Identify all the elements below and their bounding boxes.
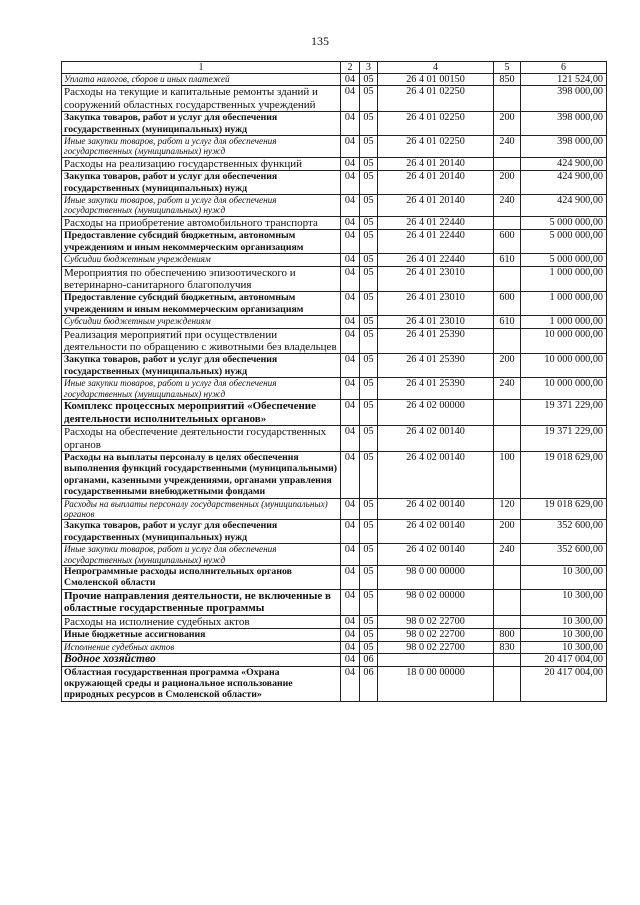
table-row <box>62 112 607 136</box>
target-article-cell: 26 4 01 23010 <box>378 316 494 328</box>
target-article-cell: 26 4 01 23010 <box>378 266 494 292</box>
amount-cell: 398 000,00 <box>521 136 607 158</box>
item-name-cell: Областная государственная программа «Охрана окружающей среды и рациональное использование природных ресурсов в Смоленской области» <box>62 666 341 701</box>
target-article-cell: 26 4 01 22440 <box>378 216 494 229</box>
subsection-code-cell: 05 <box>360 354 378 378</box>
table-row <box>62 74 607 86</box>
amount-cell: 10 300,00 <box>521 629 607 641</box>
amount-cell: 1 000 000,00 <box>521 266 607 292</box>
item-name-cell: Иные бюджетные ассигнования <box>62 629 341 641</box>
amount-cell: 10 000 000,00 <box>521 328 607 354</box>
subsection-code-cell: 05 <box>360 136 378 158</box>
item-name-cell: Расходы на текущие и капитальные ремонты зданий и сооружений областных государственных учреждений <box>62 86 341 112</box>
target-article-cell: 18 0 00 00000 <box>378 666 494 701</box>
item-name-cell: Иные закупки товаров, работ и услуг для обеспечения государственных (муниципальных) нужд <box>62 136 341 158</box>
target-article-cell: 26 4 02 00140 <box>378 498 494 520</box>
amount-cell: 19 371 229,00 <box>521 426 607 452</box>
section-code-cell: 04 <box>341 74 360 86</box>
target-article-cell: 26 4 01 25390 <box>378 354 494 378</box>
expense-type-cell: 240 <box>494 195 521 217</box>
table-row <box>62 328 607 354</box>
item-name-cell: Непрограммные расходы исполнительных органов Смоленской области <box>62 566 341 590</box>
section-code-cell: 04 <box>341 136 360 158</box>
amount-cell: 19 371 229,00 <box>521 399 607 425</box>
table-row <box>62 629 607 641</box>
amount-cell: 424 900,00 <box>521 195 607 217</box>
item-name-cell: Закупка товаров, работ и услуг для обеспечения государственных (муниципальных) нужд <box>62 520 341 544</box>
table-row <box>62 641 607 653</box>
item-name-cell: Закупка товаров, работ и услуг для обеспечения государственных (муниципальных) нужд <box>62 354 341 378</box>
target-article-cell: 98 0 02 22700 <box>378 616 494 629</box>
table-row <box>62 654 607 666</box>
item-name-cell: Закупка товаров, работ и услуг для обеспечения государственных (муниципальных) нужд <box>62 171 341 195</box>
subsection-code-cell: 05 <box>360 74 378 86</box>
expense-type-cell <box>494 86 521 112</box>
subsection-code-cell: 05 <box>360 378 378 400</box>
item-name-cell: Закупка товаров, работ и услуг для обеспечения государственных (муниципальных) нужд <box>62 112 341 136</box>
section-code-cell: 04 <box>341 157 360 170</box>
expense-type-cell: 200 <box>494 112 521 136</box>
table-row <box>62 544 607 566</box>
table-row <box>62 566 607 590</box>
item-name-cell: Субсидии бюджетным учреждениям <box>62 316 341 328</box>
amount-cell: 121 524,00 <box>521 74 607 86</box>
amount-cell: 398 000,00 <box>521 112 607 136</box>
subsection-code-cell: 05 <box>360 629 378 641</box>
amount-cell: 10 300,00 <box>521 589 607 615</box>
subsection-code-cell: 05 <box>360 544 378 566</box>
item-name-cell: Водное хозяйство <box>62 654 341 666</box>
amount-cell: 424 900,00 <box>521 157 607 170</box>
table-row <box>62 399 607 425</box>
expense-type-cell: 120 <box>494 498 521 520</box>
expense-type-cell <box>494 589 521 615</box>
subsection-code-cell: 05 <box>360 112 378 136</box>
item-name-cell: Мероприятия по обеспечению эпизоотического и ветеринарно-санитарного благополучия <box>62 266 341 292</box>
table-row <box>62 86 607 112</box>
target-article-cell: 26 4 01 20140 <box>378 195 494 217</box>
amount-cell: 398 000,00 <box>521 86 607 112</box>
expense-type-cell <box>494 266 521 292</box>
section-code-cell: 04 <box>341 589 360 615</box>
header-cell-1: 1 <box>62 62 341 74</box>
header-cell-4: 4 <box>378 62 494 74</box>
expense-type-cell <box>494 566 521 590</box>
table-row <box>62 171 607 195</box>
expense-type-cell <box>494 216 521 229</box>
amount-cell: 424 900,00 <box>521 171 607 195</box>
item-name-cell: Иные закупки товаров, работ и услуг для обеспечения государственных (муниципальных) нужд <box>62 195 341 217</box>
expense-type-cell: 240 <box>494 378 521 400</box>
section-code-cell: 04 <box>341 616 360 629</box>
section-code-cell: 04 <box>341 328 360 354</box>
table-row <box>62 195 607 217</box>
target-article-cell: 26 4 01 02250 <box>378 112 494 136</box>
subsection-code-cell: 05 <box>360 254 378 266</box>
item-name-cell: Расходы на исполнение судебных актов <box>62 616 341 629</box>
section-code-cell: 04 <box>341 641 360 653</box>
subsection-code-cell: 05 <box>360 498 378 520</box>
section-code-cell: 04 <box>341 195 360 217</box>
subsection-code-cell: 05 <box>360 195 378 217</box>
amount-cell: 352 600,00 <box>521 520 607 544</box>
expense-type-cell: 610 <box>494 316 521 328</box>
item-name-cell: Иные закупки товаров, работ и услуг для обеспечения государственных (муниципальных) нужд <box>62 544 341 566</box>
target-article-cell: 98 0 02 22700 <box>378 641 494 653</box>
amount-cell: 5 000 000,00 <box>521 230 607 254</box>
table-row <box>62 254 607 266</box>
item-name-cell: Расходы на выплаты персоналу в целях обеспечения выполнения функций государственными (муниципальными) органами, казенными учреждениями, органами управления государственными внебюджетными фондами <box>62 451 341 498</box>
subsection-code-cell: 05 <box>360 216 378 229</box>
target-article-cell: 26 4 02 00140 <box>378 426 494 452</box>
amount-cell: 1 000 000,00 <box>521 292 607 316</box>
header-cell-2: 2 <box>341 62 360 74</box>
section-code-cell: 04 <box>341 666 360 701</box>
subsection-code-cell: 06 <box>360 654 378 666</box>
expense-type-cell: 200 <box>494 520 521 544</box>
section-code-cell: 04 <box>341 216 360 229</box>
subsection-code-cell: 05 <box>360 316 378 328</box>
target-article-cell: 26 4 01 02250 <box>378 136 494 158</box>
expense-type-cell: 200 <box>494 354 521 378</box>
section-code-cell: 04 <box>341 378 360 400</box>
target-article-cell: 26 4 01 23010 <box>378 292 494 316</box>
expense-type-cell: 600 <box>494 230 521 254</box>
item-name-cell: Уплата налогов, сборов и иных платежей <box>62 74 341 86</box>
subsection-code-cell: 05 <box>360 641 378 653</box>
item-name-cell: Реализация мероприятий при осуществлении деятельности по обращению с животными без владельцев <box>62 328 341 354</box>
table-row <box>62 589 607 615</box>
subsection-code-cell: 05 <box>360 399 378 425</box>
section-code-cell: 04 <box>341 544 360 566</box>
target-article-cell: 26 4 01 22440 <box>378 254 494 266</box>
table-row <box>62 354 607 378</box>
target-article-cell: 26 4 01 20140 <box>378 171 494 195</box>
expense-type-cell <box>494 666 521 701</box>
amount-cell: 10 000 000,00 <box>521 354 607 378</box>
section-code-cell: 04 <box>341 654 360 666</box>
item-name-cell: Иные закупки товаров, работ и услуг для обеспечения государственных (муниципальных) нужд <box>62 378 341 400</box>
section-code-cell: 04 <box>341 292 360 316</box>
section-code-cell: 04 <box>341 254 360 266</box>
target-article-cell: 26 4 01 22440 <box>378 230 494 254</box>
table-row <box>62 230 607 254</box>
item-name-cell: Расходы на реализацию государственных функций <box>62 157 341 170</box>
section-code-cell: 04 <box>341 451 360 498</box>
subsection-code-cell: 05 <box>360 230 378 254</box>
amount-cell: 10 300,00 <box>521 616 607 629</box>
target-article-cell: 26 4 02 00140 <box>378 451 494 498</box>
subsection-code-cell: 05 <box>360 86 378 112</box>
item-name-cell: Расходы на выплаты персоналу государственных (муниципальных) органов <box>62 498 341 520</box>
amount-cell: 5 000 000,00 <box>521 216 607 229</box>
expense-type-cell: 100 <box>494 451 521 498</box>
expense-type-cell: 240 <box>494 136 521 158</box>
table-row <box>62 378 607 400</box>
table-row <box>62 666 607 701</box>
amount-cell: 1 000 000,00 <box>521 316 607 328</box>
header-cell-6: 6 <box>521 62 607 74</box>
item-name-cell: Предоставление субсидий бюджетным, автономным учреждениям и иным некоммерческим организациям <box>62 292 341 316</box>
table-row <box>62 292 607 316</box>
target-article-cell: 26 4 01 20140 <box>378 157 494 170</box>
amount-cell: 19 018 629,00 <box>521 498 607 520</box>
subsection-code-cell: 05 <box>360 616 378 629</box>
table-row <box>62 216 607 229</box>
table-row <box>62 616 607 629</box>
header-cell-3: 3 <box>360 62 378 74</box>
target-article-cell: 26 4 01 25390 <box>378 328 494 354</box>
expense-type-cell <box>494 616 521 629</box>
section-code-cell: 04 <box>341 316 360 328</box>
item-name-cell: Прочие направления деятельности, не включенные в областные государственные программы <box>62 589 341 615</box>
target-article-cell: 26 4 01 02250 <box>378 86 494 112</box>
target-article-cell: 98 0 00 00000 <box>378 566 494 590</box>
table-row <box>62 520 607 544</box>
table-row <box>62 498 607 520</box>
expense-type-cell <box>494 328 521 354</box>
expense-type-cell: 800 <box>494 629 521 641</box>
section-code-cell: 04 <box>341 426 360 452</box>
section-code-cell: 04 <box>341 171 360 195</box>
item-name-cell: Предоставление субсидий бюджетным, автономным учреждениям и иным некоммерческим организациям <box>62 230 341 254</box>
section-code-cell: 04 <box>341 112 360 136</box>
expense-type-cell <box>494 157 521 170</box>
subsection-code-cell: 05 <box>360 328 378 354</box>
item-name-cell: Субсидии бюджетным учреждениям <box>62 254 341 266</box>
expense-type-cell: 240 <box>494 544 521 566</box>
amount-cell: 19 018 629,00 <box>521 451 607 498</box>
section-code-cell: 04 <box>341 354 360 378</box>
section-code-cell: 04 <box>341 520 360 544</box>
expense-type-cell: 830 <box>494 641 521 653</box>
table-row <box>62 426 607 452</box>
budget-table <box>61 61 607 702</box>
section-code-cell: 04 <box>341 399 360 425</box>
table-row <box>62 266 607 292</box>
section-code-cell: 04 <box>341 86 360 112</box>
expense-type-cell <box>494 399 521 425</box>
table-row <box>62 157 607 170</box>
subsection-code-cell: 05 <box>360 171 378 195</box>
section-code-cell: 04 <box>341 629 360 641</box>
header-cell-5: 5 <box>494 62 521 74</box>
table-row <box>62 136 607 158</box>
subsection-code-cell: 05 <box>360 451 378 498</box>
section-code-cell: 04 <box>341 230 360 254</box>
amount-cell: 5 000 000,00 <box>521 254 607 266</box>
target-article-cell <box>378 654 494 666</box>
item-name-cell: Исполнение судебных актов <box>62 641 341 653</box>
expense-type-cell: 200 <box>494 171 521 195</box>
expense-type-cell: 610 <box>494 254 521 266</box>
target-article-cell: 26 4 02 00000 <box>378 399 494 425</box>
target-article-cell: 98 0 02 22700 <box>378 629 494 641</box>
section-code-cell: 04 <box>341 498 360 520</box>
amount-cell: 352 600,00 <box>521 544 607 566</box>
table-row <box>62 316 607 328</box>
expense-type-cell <box>494 426 521 452</box>
table-header-row <box>62 62 607 74</box>
amount-cell: 20 417 004,00 <box>521 666 607 701</box>
amount-cell: 10 000 000,00 <box>521 378 607 400</box>
target-article-cell: 98 0 02 00000 <box>378 589 494 615</box>
item-name-cell: Комплекс процессных мероприятий «Обеспечение деятельности исполнительных органов» <box>62 399 341 425</box>
target-article-cell: 26 4 01 25390 <box>378 378 494 400</box>
subsection-code-cell: 05 <box>360 292 378 316</box>
subsection-code-cell: 05 <box>360 266 378 292</box>
expense-type-cell: 600 <box>494 292 521 316</box>
item-name-cell: Расходы на приобретение автомобильного транспорта <box>62 216 341 229</box>
target-article-cell: 26 4 01 00150 <box>378 74 494 86</box>
target-article-cell: 26 4 02 00140 <box>378 544 494 566</box>
expense-type-cell: 850 <box>494 74 521 86</box>
subsection-code-cell: 05 <box>360 589 378 615</box>
page-number: 135 <box>311 34 329 48</box>
subsection-code-cell: 06 <box>360 666 378 701</box>
amount-cell: 10 300,00 <box>521 641 607 653</box>
subsection-code-cell: 05 <box>360 157 378 170</box>
section-code-cell: 04 <box>341 266 360 292</box>
item-name-cell: Расходы на обеспечение деятельности государственных органов <box>62 426 341 452</box>
expense-type-cell <box>494 654 521 666</box>
subsection-code-cell: 05 <box>360 426 378 452</box>
amount-cell: 10 300,00 <box>521 566 607 590</box>
subsection-code-cell: 05 <box>360 520 378 544</box>
table-row <box>62 451 607 498</box>
amount-cell: 20 417 004,00 <box>521 654 607 666</box>
section-code-cell: 04 <box>341 566 360 590</box>
subsection-code-cell: 05 <box>360 566 378 590</box>
target-article-cell: 26 4 02 00140 <box>378 520 494 544</box>
